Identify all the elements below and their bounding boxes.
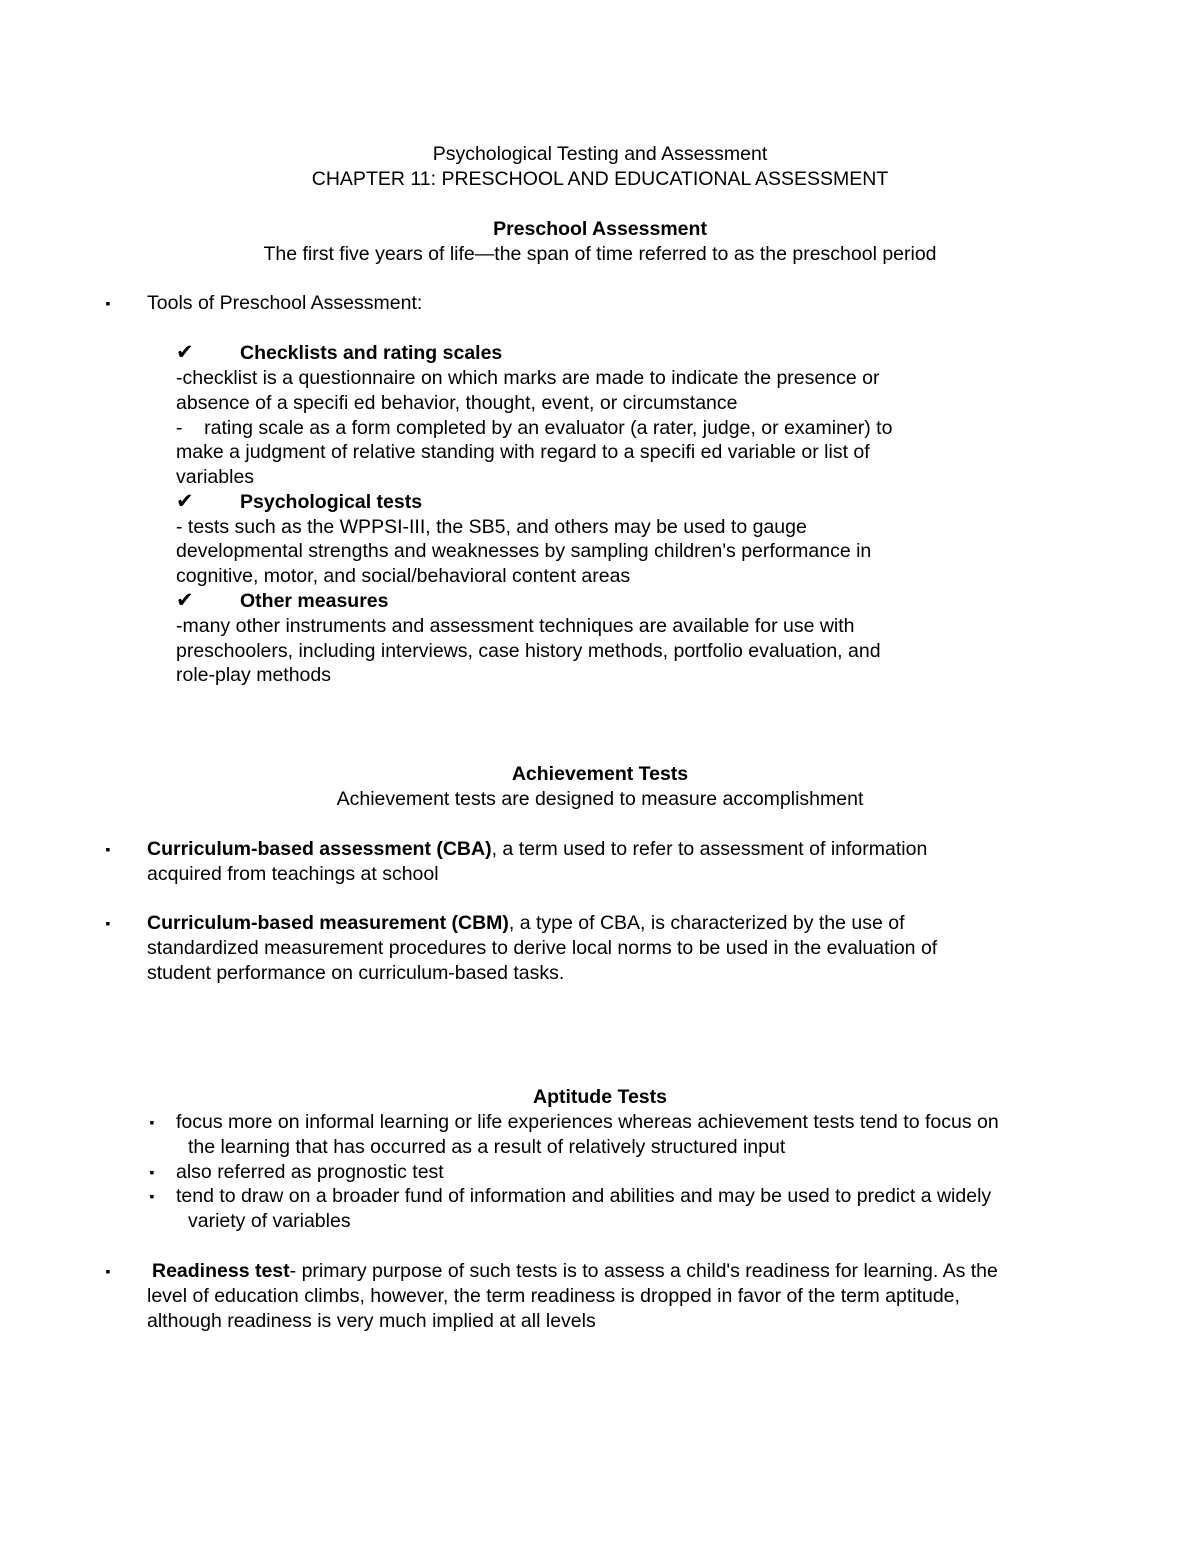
- aptitude-point: also referred as prognostic test: [176, 1161, 444, 1183]
- cbm-item: [147, 911, 905, 935]
- tool-title-other-measures: Other measures: [240, 590, 389, 612]
- cba-term: Curriculum-based assessment (CBA): [147, 838, 492, 860]
- cba-text: , a term used to refer to assessment of information: [491, 838, 928, 860]
- readiness-text: - primary purpose of such tests is to assess a child's readiness for learning. As the: [289, 1260, 998, 1282]
- tool-text-line: -many other instruments and assessment techniques are available for use with: [176, 615, 855, 637]
- document-title: Psychological Testing and Assessment: [432, 143, 768, 165]
- bullet-icon: ▪: [149, 1164, 155, 1180]
- readiness-item: [152, 1259, 998, 1283]
- checkmark-icon: ✔: [176, 589, 194, 612]
- preschool-heading: Preschool Assessment: [493, 218, 707, 240]
- achievement-heading: Achievement Tests: [511, 763, 689, 785]
- tool-text-line: developmental strengths and weaknesses by sampling children's performance in: [176, 540, 872, 562]
- bullet-icon: ▪: [149, 1114, 155, 1130]
- bullet-icon: ▪: [105, 1263, 111, 1279]
- tool-text-line: - tests such as the WPPSI-III, the SB5, and others may be used to gauge: [176, 516, 807, 538]
- bullet-icon: ▪: [105, 841, 111, 857]
- cbm-text-line: student performance on curriculum-based tasks.: [147, 962, 565, 984]
- tool-title-psychological-tests: Psychological tests: [240, 491, 423, 513]
- bullet-icon: ▪: [149, 1188, 155, 1204]
- preschool-intro: The first five years of life—the span of time referred to as the preschool period: [263, 243, 937, 265]
- cba-item: [147, 837, 927, 861]
- tool-text-line: - rating scale as a form completed by an evaluator (a rater, judge, or examiner) to: [176, 417, 893, 439]
- tools-label: Tools of Preschool Assessment:: [147, 292, 423, 314]
- tool-title-checklists: Checklists and rating scales: [240, 342, 503, 364]
- tool-text-line: absence of a specifi ed behavior, thought, event, or circumstance: [176, 392, 738, 414]
- readiness-term: Readiness test: [152, 1260, 290, 1282]
- checkmark-icon: ✔: [176, 490, 194, 513]
- aptitude-point-continuation: the learning that has occurred as a result of relatively structured input: [188, 1136, 786, 1158]
- aptitude-point: focus more on informal learning or life experiences whereas achievement tests tend to focus on: [176, 1111, 999, 1133]
- cbm-term: Curriculum-based measurement (CBM): [147, 912, 509, 934]
- cba-text-line: acquired from teachings at school: [147, 863, 439, 885]
- checkmark-icon: ✔: [176, 341, 194, 364]
- aptitude-point-continuation: variety of variables: [188, 1210, 351, 1232]
- chapter-title: CHAPTER 11: PRESCHOOL AND EDUCATIONAL ASSESSMENT: [311, 168, 889, 190]
- bullet-icon: ▪: [105, 295, 111, 311]
- aptitude-heading: Aptitude Tests: [533, 1086, 667, 1108]
- aptitude-point: tend to draw on a broader fund of information and abilities and may be used to predict a widely: [176, 1185, 992, 1207]
- cbm-text: , a type of CBA, is characterized by the use of: [508, 912, 905, 934]
- tool-text-line: make a judgment of relative standing with regard to a specifi ed variable or list of: [176, 441, 870, 463]
- tool-text-line: cognitive, motor, and social/behavioral content areas: [176, 565, 631, 587]
- tool-text-line: role-play methods: [176, 664, 331, 686]
- tool-text-line: -checklist is a questionnaire on which marks are made to indicate the presence or: [176, 367, 880, 389]
- tool-text-line: variables: [176, 466, 255, 488]
- readiness-text-line: level of education climbs, however, the term readiness is dropped in favor of the term aptitude,: [147, 1285, 960, 1307]
- cbm-text-line: standardized measurement procedures to derive local norms to be used in the evaluation of: [147, 937, 938, 959]
- bullet-icon: ▪: [105, 915, 111, 931]
- achievement-intro: Achievement tests are designed to measure accomplishment: [336, 788, 864, 810]
- tool-text-line: preschoolers, including interviews, case history methods, portfolio evaluation, and: [176, 640, 881, 662]
- readiness-text-line: although readiness is very much implied at all levels: [147, 1310, 596, 1332]
